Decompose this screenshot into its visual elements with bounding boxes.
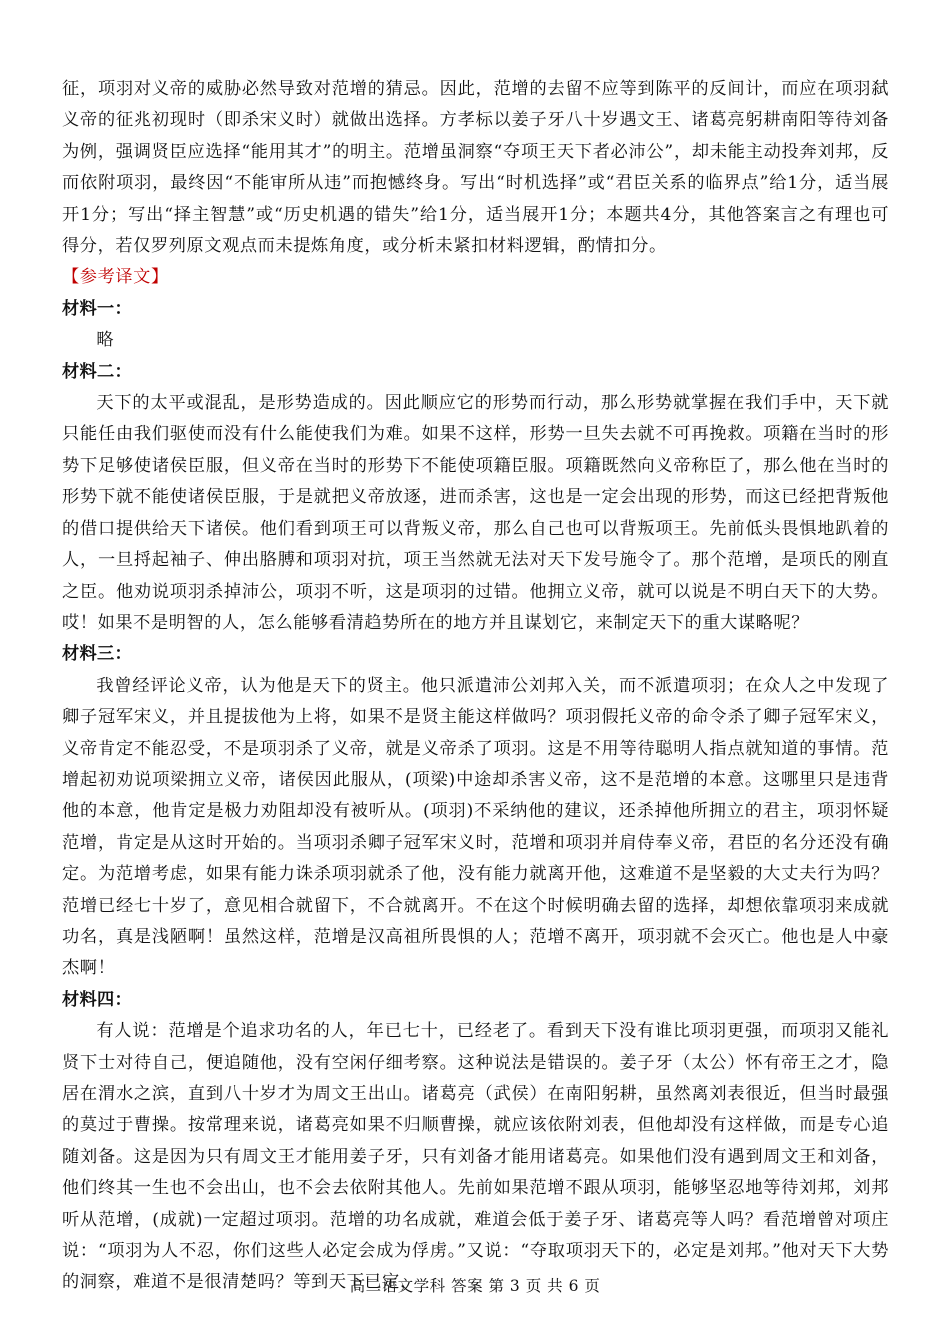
material2-heading: 材料二：	[62, 361, 132, 382]
material3-heading: 材料三：	[62, 644, 132, 665]
material3-body: 我曾经评论义帝，认为他是天下的贤主。他只派遣沛公刘邦入关，而不派遣项羽；在众人之中发现了卿子冠军宋义，并且提拔他为上将，如果不是贤主能这样做吗？项羽假托义帝的命令杀了卿子冠军宋义，义帝肯定不能忍受，不是项羽杀了义帝，就是义帝杀了项羽。这是不用等待聪明人指点就知道的事情。范增起初劝说项梁拥立义帝，诸侯因此服从，(项梁)中途却杀害义帝，这不是范增的本意。这哪里只是违背他的本意，他肯定是极力劝阻却没有被听从。(项羽)不采纳他的建议，还杀掉他所拥立的君主，项羽怀疑范增，肯定是从这时开始的。当项羽杀卿子冠军宋义时，范增和项羽并肩侍奉义帝，君臣的名分还没有确定。为范增考虑，如果有能力诛杀项羽就杀了他，没有能力就离开他，这难道不是坚毅的大丈夫行为吗？范增已经七十岁了，意见相合就留下，不合就离开。不在这个时候明确去留的选择，却想依靠项羽来成就功名，真是浅陋啊！虽然这样，范增是汉高祖所畏惧的人；范增不离开，项羽就不会灭亡。他也是人中豪杰啊！	[62, 675, 889, 979]
document-body	[62, 74, 889, 1299]
page-footer: 高二语文学科 答案 第 3 页 共 6 页	[349, 1277, 601, 1295]
material2-body: 天下的太平或混乱，是形势造成的。因此顺应它的形势而行动，那么形势就掌握在我们手中，天下就只能任由我们驱使而没有什么能使我们为难。如果不这样，形势一旦失去就不可再挽救。项籍在当时的形势下足够使诸侯臣服，但义帝在当时的形势下不能使项籍臣服。项籍既然向义帝称臣了，那么他在当时的形势下就不能使诸侯臣服，于是就把义帝放逐，进而杀害，这也是一定会出现的形势，而这已经把背叛他的借口提供给天下诸侯。他们看到项王可以背叛义帝，那么自己也可以背叛项王。先前低头畏惧地趴着的人，一旦捋起袖子、伸出胳膊和项羽对抗，项王当然就无法对天下发号施令了。那个范增，是项氏的刚直之臣。他劝说项羽杀掉沛公，项羽不听，这是项羽的过错。他拥立义帝，就可以说是不明白天下的大势。哎！如果不是明智的人，怎么能够看清趋势所在的地方并且谋划它，来制定天下的重大谋略呢？	[62, 393, 889, 633]
material4-body: 有人说：范增是个追求功名的人，年已七十，已经老了。看到天下没有谁比项羽更强，而项羽又能礼贤下士对待自己，便追随他，没有空闲仔细考察。这种说法是错误的。姜子牙（太公）怀有帝王之才，隐居在渭水之滨，直到八十岁才为周文王出山。诸葛亮（武侯）在南阳躬耕，虽然离刘表很近，但当时最强的莫过于曹操。按常理来说，诸葛亮如果不归顺曹操，就应该依附刘表，但他却没有这样做，而是专心追随刘备。这是因为只有周文王才能用姜子牙，只有刘备才能用诸葛亮。如果他们没有遇到周文王和刘备，他们终其一生也不会出山，也不会去依附其他人。先前如果范增不跟从项羽，能够坚忍地等待刘邦，刘邦听从范增，(成就)一定超过项羽。范增的功名成就，难道会低于姜子牙、诸葛亮等人吗？看范增曾对项庄说：“项羽为人不忍，你们这些人必定会成为俘虏。”又说：“夺取项羽天下的，必定是刘邦。”他对天下大势的洞察，难道不是很清楚吗？等到天下已定，	[62, 1021, 889, 1293]
material1-body: 略	[96, 330, 115, 351]
answer-continuation-paragraph: 征，项羽对义帝的威胁必然导致对范增的猜忌。因此，范增的去留不应等到陈平的反间计，而应在项羽弑义帝的征兆初现时（即杀宋义时）就做出选择。方孝标以姜子牙八十岁遇文王、诸葛亮躬耕南阳等待刘备为例，强调贤臣应选择“能用其才”的明主。范增虽洞察“夺项王天下者必沛公”，却未能主动投奔刘邦，反而依附项羽，最终因“不能审所从违”而抱憾终身。写出“时机选择”或“君臣关系的临界点”给1分，适当展开1分；写出“择主智慧”或“历史机遇的错失”给1分，适当展开1分；本题共4分，其他答案言之有理也可得分，若仅罗列原文观点而未提炼角度，或分析未紧扣材料逻辑，酌情扣分。	[62, 79, 889, 257]
material1-heading: 材料一：	[62, 298, 132, 319]
material4-heading: 材料四：	[62, 989, 132, 1010]
reference-translation-tag: 【参考译文】	[62, 267, 169, 288]
